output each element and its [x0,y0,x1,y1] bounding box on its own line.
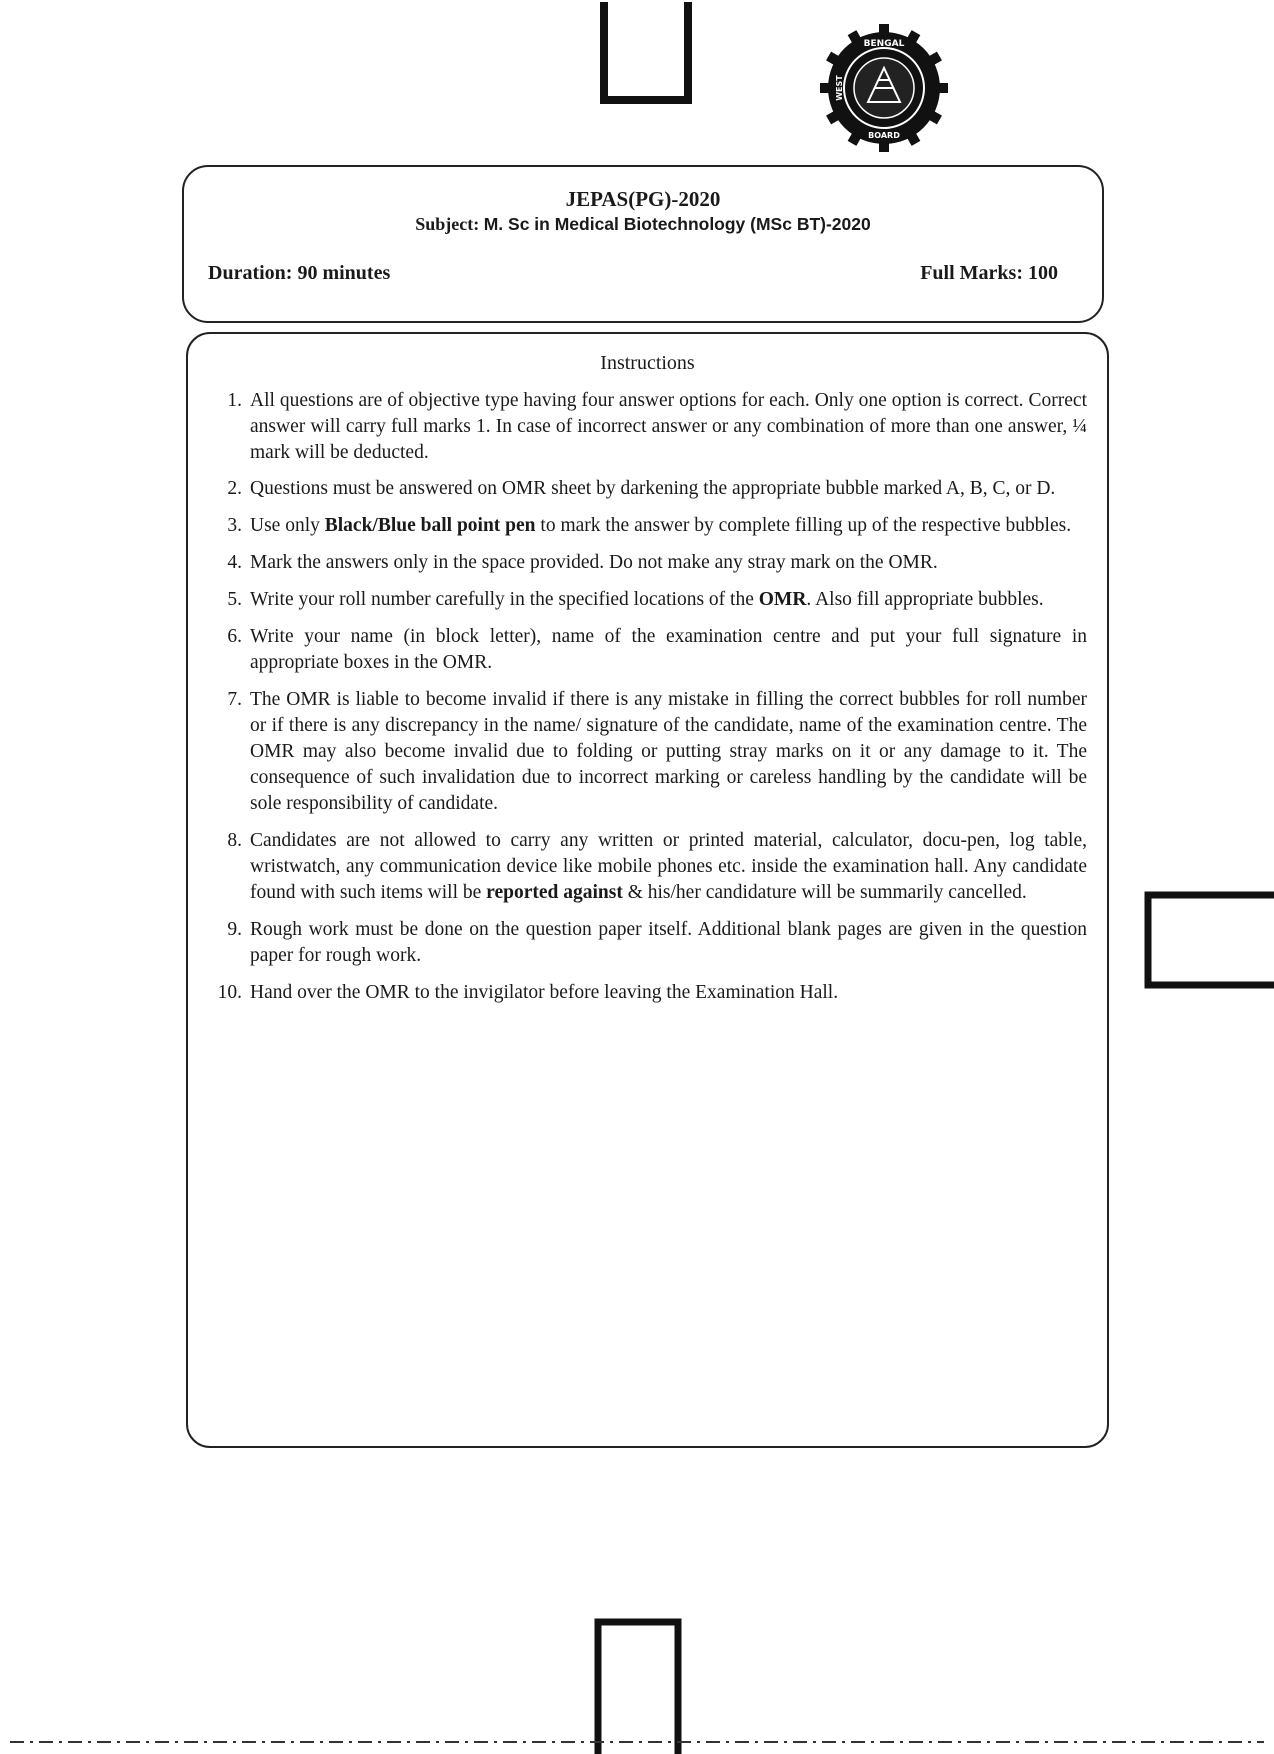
instruction-text-post: . Also fill appropriate bubbles. [806,589,1044,610]
registration-mark-right [1140,885,1274,1005]
footer-dashed-line [10,1740,1264,1744]
instruction-text-bold: OMR [758,589,807,610]
instruction-text-bold: Black/Blue ball point pen [324,515,536,536]
instruction-text: Hand over the OMR to the invigilator before leaving the Examination Hall. [250,982,839,1003]
exam-code: JEPAS(PG)-2020 [565,187,721,211]
instruction-item-1 [206,388,1087,466]
instruction-text-bold: reported against [486,882,623,903]
svg-text:BENGAL: BENGAL [863,39,905,49]
instructions-title: Instructions [600,352,695,374]
instruction-number: 3 . [206,513,242,539]
instruction-text: The OMR is liable to become invalid if there is any mistake in filling the correct bubbles for roll number or if there is any discrepancy in the name/ signature of the candidate, name of the examination centre. The OMR may also become invalid due to folding or putting stray marks on it or any damage to it. The consequence of such invalidation due to incorrect marking or careless handling by the candidate will be sole responsibility of candidate. [250,689,1087,814]
instruction-number: 2 . [206,476,242,502]
instruction-number: 1 . [206,388,242,414]
registration-mark-bottom [590,1612,686,1754]
instruction-text-post: & his/her candidature will be summarily cancelled. [622,882,1027,903]
instruction-item-6 [206,624,1087,676]
duration: Duration: 90 minutes [208,262,391,284]
instruction-text: Rough work must be done on the question paper itself. Additional blank pages are given in the question paper for rough work. [250,919,1087,966]
registration-mark-top [596,0,696,110]
instruction-text: Write your name (in block letter), name of the examination centre and put your full signature in appropriate boxes in the OMR. [250,626,1087,673]
instructions-list [206,388,1087,1006]
instruction-item-2 [206,476,1087,502]
instruction-number: 5 . [206,587,242,613]
instruction-number: 9 . [206,917,242,943]
subject-line [184,214,1102,235]
institution-logo-icon [818,22,950,154]
instruction-number: 7 . [206,687,242,713]
full-marks: Full Marks: 100 [920,262,1058,284]
instruction-text-pre: Use only [250,515,325,536]
instruction-number: 8 . [206,828,242,854]
instruction-text-post: to mark the answer by complete filling up of the respective bubbles. [535,515,1072,536]
instruction-item-3 [206,513,1087,539]
instruction-item-7 [206,687,1087,817]
subject-label: Subject: [415,214,480,234]
instruction-item-9 [206,917,1087,969]
instruction-number: 10 . [206,980,242,1006]
instruction-item-5 [206,587,1087,613]
instruction-text: Mark the answers only in the space provided. Do not make any stray mark on the OMR. [250,552,938,573]
instruction-number: 6 . [206,624,242,650]
exam-header [182,165,1104,323]
instruction-number: 4 . [206,550,242,576]
instruction-text: All questions are of objective type having four answer options for each. Only one option is correct. Correct answer will carry full marks 1. In case of incorrect answer or any combination of more than one answer, ¼ mark will be deducted. [250,390,1087,463]
instruction-item-4 [206,550,1087,576]
svg-text:WEST: WEST [835,75,844,101]
svg-text:BOARD: BOARD [868,131,900,140]
instruction-text-pre: Write your roll number carefully in the specified locations of the [250,589,759,610]
instructions-panel [186,332,1109,1448]
instruction-text-pre: Candidates are not allowed to carry any written or printed material, calculator, docu-pen, log table, wristwatch, any communication device like mobile phones etc. inside the examination hall. Any candidate found with such items will be [250,830,1087,903]
instruction-text: Questions must be answered on OMR sheet by darkening the appropriate bubble marked A, B, C, or D. [250,478,1056,499]
instruction-item-8 [206,828,1087,906]
instruction-item-10 [206,980,1087,1006]
subject-value: M. Sc in Medical Biotechnology (MSc BT)-2020 [483,214,871,234]
